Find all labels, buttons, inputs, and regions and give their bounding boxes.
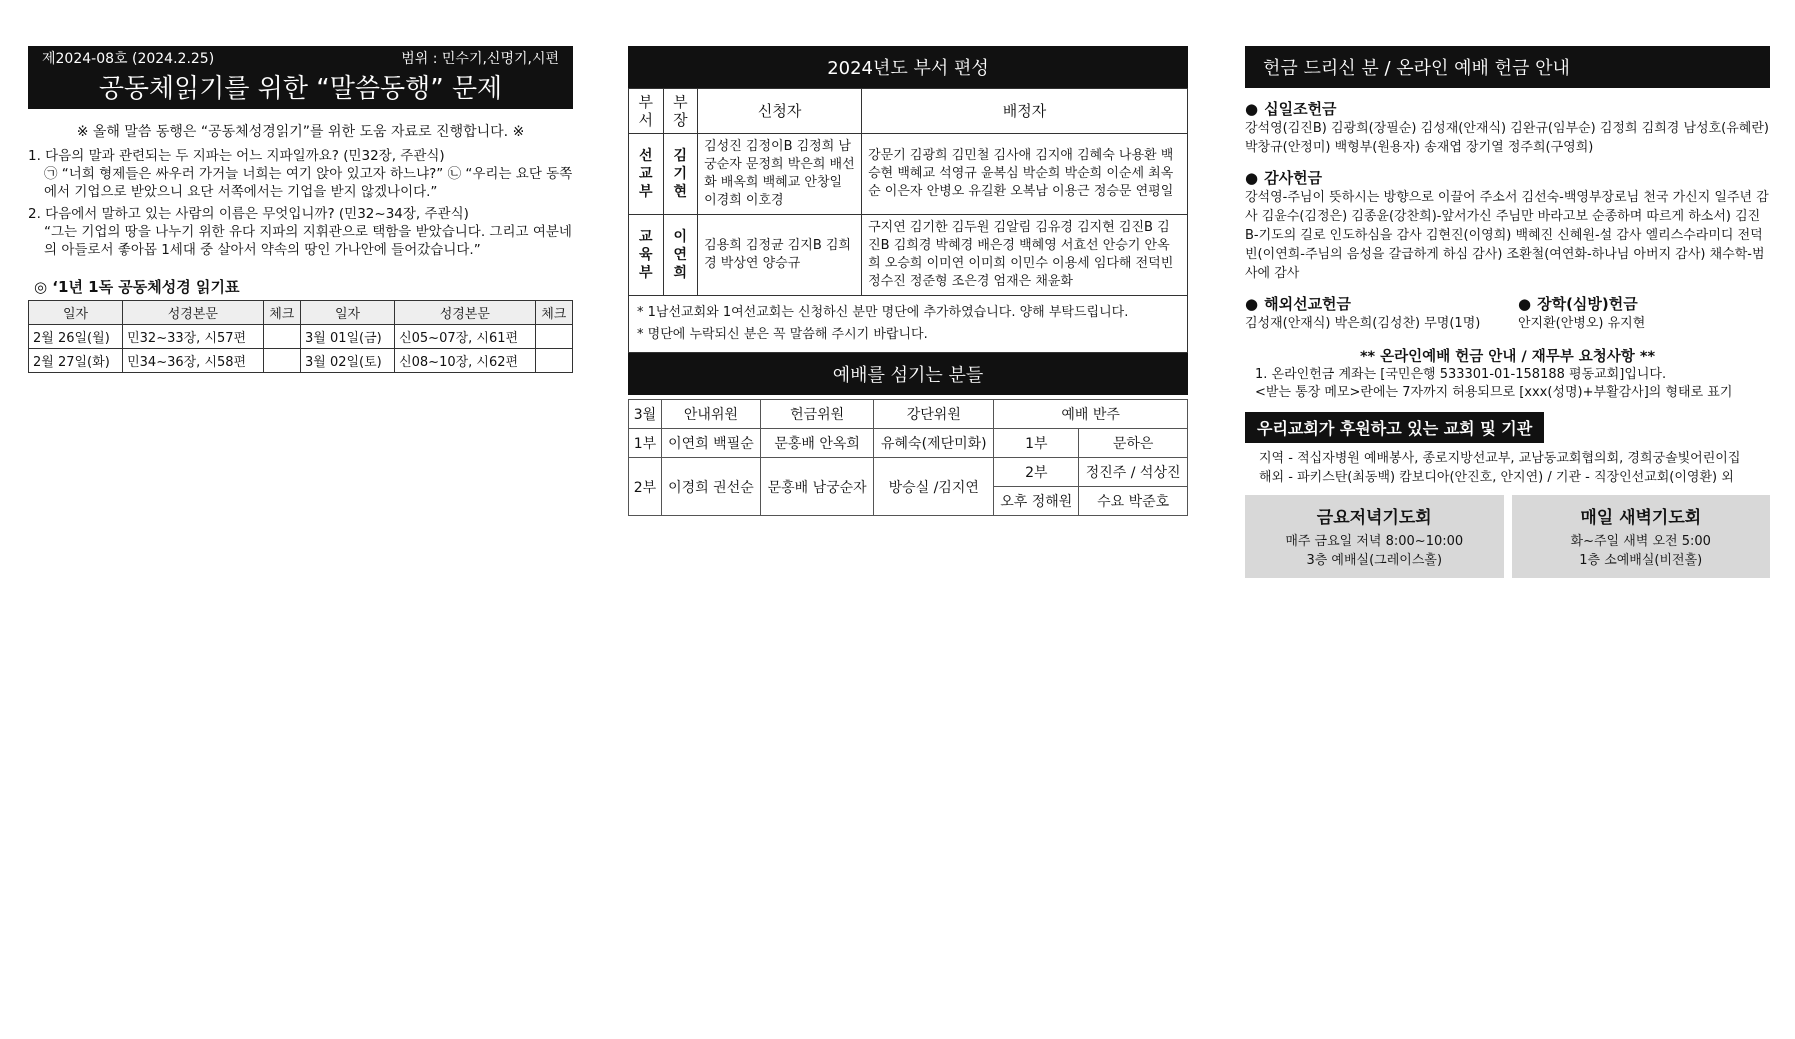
dept-row [629, 134, 1188, 215]
offering-category-name: 십일조헌금 [1264, 100, 1337, 118]
schedule-cell: 민34~36장, 시58편 [123, 349, 263, 373]
dept-header: 부서 [629, 89, 664, 134]
worship-label: 1부 [629, 429, 662, 458]
worship-accomp: 수요 박준호 [1079, 487, 1188, 516]
bullet-icon: ● [1245, 295, 1259, 313]
bullet-icon: ● [1245, 169, 1259, 187]
reading-schedule-table [28, 300, 573, 373]
schedule-cell: 민32~33장, 시57편 [123, 325, 263, 349]
question-body: “그는 기업의 땅을 나누기 위한 유다 지파의 지휘관으로 택함을 받았습니다. 그리고 여분네의 아들로서 좋아몹 1세대 중 살아서 약속의 땅인 가나안에 들어갔습니다.” [44, 224, 572, 258]
dept-table [628, 88, 1188, 296]
worship-row [629, 458, 1188, 487]
issue-number: 제2024-08호 (2024.2.25) [42, 51, 215, 67]
question-list [28, 147, 573, 259]
schedule-row [29, 349, 573, 373]
right-column [1245, 46, 1770, 578]
mission-names: 김성재(안재식) 박은희(김성찬) 무명(1명) [1245, 316, 1481, 331]
worship-header: 헌금위원 [761, 400, 874, 429]
worship-accomp: 2부 [994, 458, 1079, 487]
mission-scholar-row [1245, 283, 1770, 333]
event-box [1512, 495, 1771, 578]
dept-note: * 1남선교회와 1여선교회는 신청하신 분만 명단에 추가하였습니다. 양해 부탁드립니다. [637, 305, 1129, 320]
schedule-cell [263, 325, 300, 349]
dept-header: 배정자 [862, 89, 1188, 134]
worship-altar [874, 429, 994, 458]
quiz-intro: ※ 올해 말씀 동행은 “공동체성경읽기”를 위한 도움 자료로 진행합니다. ※ [76, 124, 525, 140]
scholar-names: 안지환(안병오) 유지현 [1518, 316, 1646, 331]
dept-row [629, 215, 1188, 296]
mission-title: 해외선교헌금 [1264, 295, 1352, 313]
offering-names: 강석영-주님이 뜻하시는 방향으로 이끌어 주소서 김선숙-백영부장로님 천국 가신지 일주년 감사 김윤수(김정은) 김종윤(강찬희)-앞서가신 주님만 바라고보 순종하며 따르게 하소서) 김진B-기도의 길로 인도하심을 감사 김현진(이영희) 백혜진 신혜원-설 감사 엘리스수라미디 전덕빈(이연희-주님의 음성을 갈급하게 하심 감사) 조환철(여연화-하나님 아버지 감사) 채수학-범사에 감사 [1245, 190, 1769, 281]
schedule-cell [535, 325, 572, 349]
event-box-line: 1층 소예배실(비전홀) [1579, 553, 1703, 568]
schedule-cell: 3월 02일(토) [300, 349, 394, 373]
schedule-cell [263, 349, 300, 373]
dept-assigned: 강문기 김광희 김민철 김사애 김지애 김혜숙 나용환 백승현 백혜교 석영규 윤복심 박순희 박순희 이순세 최옥순 이은자 안병오 유길환 오복남 이용근 정승문 연평일 [862, 134, 1188, 215]
question [28, 205, 573, 259]
dept-applicants: 김성진 김정이B 김정희 남궁순자 문정희 박은희 배선화 배옥희 백혜교 안창일 이경희 이호경 [698, 134, 862, 215]
dept-applicants: 김용희 김정균 김지B 김희경 박상연 양승규 [698, 215, 862, 296]
schedule-cell: 신08~10장, 시62편 [395, 349, 535, 373]
worship-altar [874, 458, 994, 516]
dept-leader: 이연희 [663, 215, 698, 296]
event-box-line: 화~주일 새벽 오전 5:00 [1570, 534, 1711, 549]
schedule-cell [535, 349, 572, 373]
schedule-header: 성경본문 [395, 301, 535, 325]
schedule-title: ◎ ‘1년 1독 공동체성경 읽기표 [34, 278, 240, 296]
schedule-cell: 신05~07장, 시61편 [395, 325, 535, 349]
schedule-cell: 2월 26일(월) [29, 325, 123, 349]
worship-accomp: 1부 [994, 429, 1079, 458]
question [28, 147, 573, 201]
support-list [1245, 449, 1770, 487]
worship-row [629, 429, 1188, 458]
offering-categories [1245, 98, 1770, 283]
offering-category-title [1245, 98, 1770, 119]
support-line: 지역 - 적십자병원 예배봉사, 종로지방선교부, 교남동교회협의회, 경희궁솔빛어린이집 [1259, 451, 1741, 466]
worship-altar-note: (제단미화) [921, 436, 987, 452]
dept-name: 교육부 [629, 215, 664, 296]
offering-names: 강석영(김진B) 김광희(장필순) 김성재(안재식) 김완규(임부순) 김정희 김희경 남성호(유혜란) 박창규(안정미) 백형부(원용자) 송재엽 장기열 정주희(구영희) [1245, 121, 1769, 155]
quiz-title: 공동체읽기를 위한 “말씀동행” 문제 [98, 74, 503, 104]
worship-accomp: 오후 정해원 [994, 487, 1079, 516]
worship-accomp: 정진주 / 석상진 [1079, 458, 1188, 487]
dept-header: 신청자 [698, 89, 862, 134]
offering-category-name: 감사헌금 [1264, 169, 1323, 187]
worship-guide: 이연희 백필순 [661, 429, 760, 458]
quiz-header [28, 46, 573, 109]
schedule-header: 일자 [29, 301, 123, 325]
question-text: 2. 다음에서 말하고 있는 사람의 이름은 무엇입니까? (민32~34장, 주관식) [28, 206, 469, 222]
event-box-line: 매주 금요일 저녁 8:00~10:00 [1285, 534, 1464, 549]
schedule-header: 체크 [263, 301, 300, 325]
worship-header: 강단위원 [874, 400, 994, 429]
dept-notes [628, 296, 1188, 353]
online-line: 1. 온라인헌금 계좌는 [국민은행 533301-01-158188 평동교회]입니다. [1255, 367, 1667, 382]
scope-text: 범위 : 민수기,신명기,시편 [401, 51, 559, 67]
question-text: 1. 다음의 말과 관련되는 두 지파는 어느 지파일까요? (민32장, 주관식) [28, 148, 445, 164]
scholar-title: 장학(심방)헌금 [1537, 295, 1638, 313]
worship-header: 예배 반주 [994, 400, 1188, 429]
event-box [1245, 495, 1504, 578]
worship-altar-names: 유혜숙 [881, 436, 922, 452]
bullet-icon: ● [1245, 100, 1259, 118]
worship-guide: 이경희 권선순 [661, 458, 760, 516]
left-column [28, 46, 573, 373]
worship-title: 예배를 섬기는 분들 [628, 353, 1188, 395]
offering-title: 헌금 드리신 분 / 온라인 예배 헌금 안내 [1245, 46, 1770, 88]
dept-note: * 명단에 누락되신 분은 꼭 말씀해 주시기 바랍니다. [637, 327, 928, 342]
event-box-title: 매일 새벽기도회 [1580, 508, 1702, 528]
support-title: 우리교회가 후원하고 있는 교회 및 기관 [1245, 412, 1544, 443]
dept-title: 2024년도 부서 편성 [628, 46, 1188, 88]
dept-leader: 김기현 [663, 134, 698, 215]
worship-offering: 문홍배 남궁순자 [761, 458, 874, 516]
online-offering-info [1245, 366, 1770, 402]
question-body: ㉠ “너희 형제들은 싸우러 가거늘 너희는 여기 앉아 있고자 하느냐?” ㉡ “우리는 요단 동쪽에서 기업으로 받았으니 요단 서쪽에서는 기업을 받지 않겠나이다.” [44, 166, 573, 200]
bullet-icon: ● [1518, 295, 1532, 313]
support-line: 해외 - 파키스탄(최동백) 캄보디아(안진호, 안지연) / 기관 - 직장인선교회(이영환) 외 [1259, 470, 1734, 485]
event-box-title: 금요저녁기도회 [1316, 508, 1432, 528]
middle-column [628, 46, 1188, 516]
dept-assigned: 구지연 김기한 김두원 김알림 김유경 김지현 김진B 김진B 김희경 박혜경 배은경 백혜영 서효선 안승기 안옥희 오승희 이미연 이미희 이민수 이용세 임다해 전덕빈 정수진 정준형 조은경 엄재은 채윤화 [862, 215, 1188, 296]
online-line: <받는 통장 메모>란에는 7자까지 허용되므로 [xxx(성명)+부활감사]의 형태로 표기 [1255, 385, 1733, 400]
online-offering-title: ** 온라인예배 헌금 안내 / 재무부 요청사항 ** [1359, 349, 1656, 365]
worship-accomp: 문하은 [1079, 429, 1188, 458]
worship-altar-names: 방승실 /김지연 [888, 479, 979, 496]
dept-name: 선교부 [629, 134, 664, 215]
worship-header: 3월 [629, 400, 662, 429]
event-boxes [1245, 495, 1770, 578]
worship-offering: 문홍배 안옥희 [761, 429, 874, 458]
schedule-cell: 2월 27일(화) [29, 349, 123, 373]
event-box-line: 3층 예배실(그레이스홀) [1306, 553, 1443, 568]
worship-header: 안내위원 [661, 400, 760, 429]
worship-table [628, 399, 1188, 516]
schedule-row [29, 325, 573, 349]
schedule-header: 체크 [535, 301, 572, 325]
schedule-header: 성경본문 [123, 301, 263, 325]
schedule-header: 일자 [300, 301, 394, 325]
schedule-cell: 3월 01일(금) [300, 325, 394, 349]
offering-category-title [1245, 167, 1770, 188]
worship-label: 2부 [629, 458, 662, 516]
dept-header: 부장 [663, 89, 698, 134]
